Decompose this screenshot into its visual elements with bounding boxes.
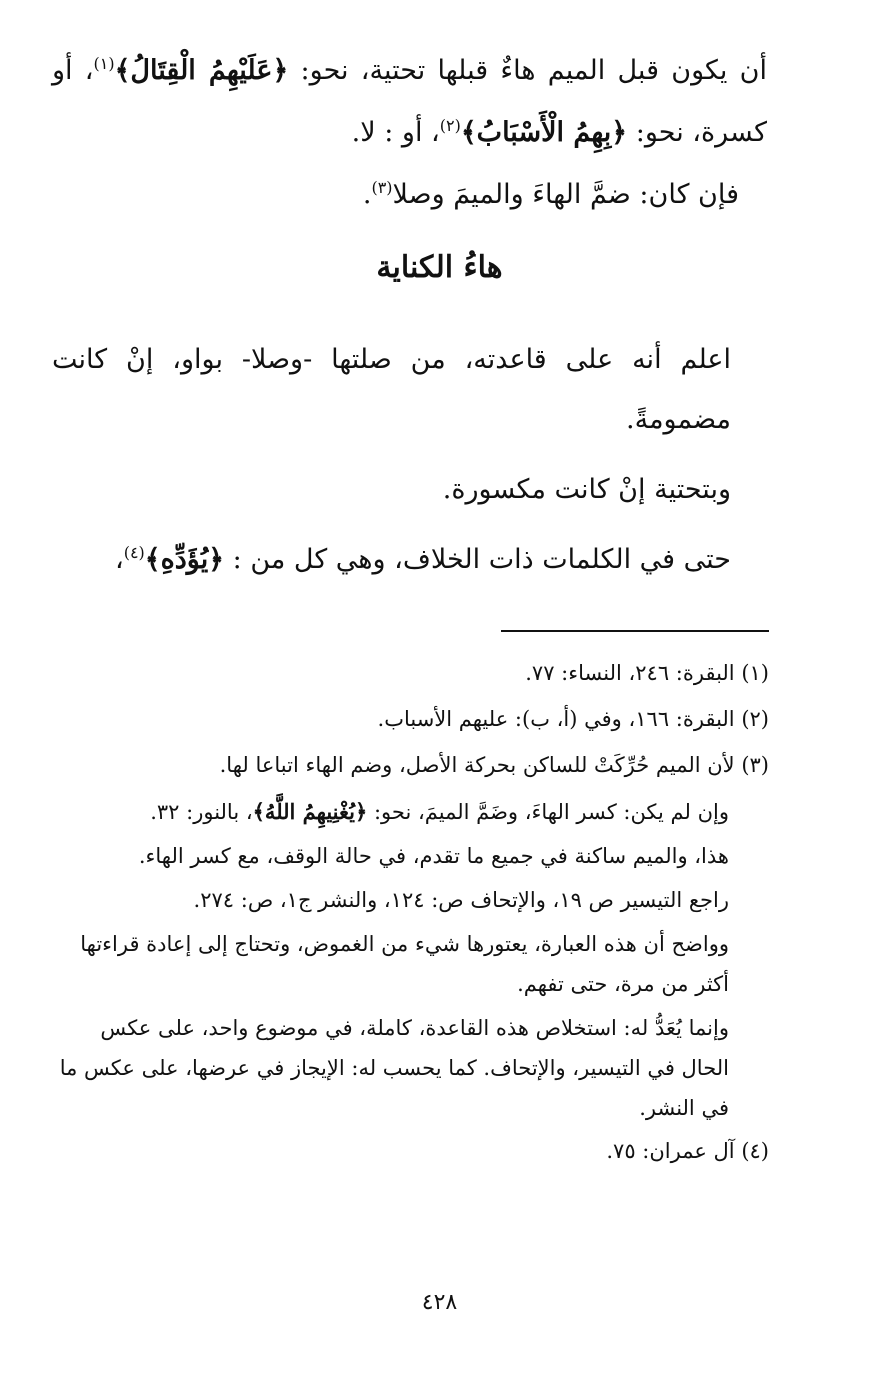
footnote-3-line-a-end: ، بالنور: ٣٢. (150, 800, 253, 824)
footnote-ref-4[interactable]: (٤) (123, 543, 145, 562)
section-paragraph-3 (52, 530, 767, 590)
paragraph-2-text: فإن كان: ضمَّ الهاءَ والميمَ وصلا (392, 179, 739, 210)
top-paragraphs (52, 40, 767, 226)
quran-quote: ﴿يُغْنِيهِمُ اللَّهُ﴾ (252, 799, 368, 824)
paragraph-2 (52, 164, 767, 226)
section-body (52, 330, 767, 590)
footnote-ref-2[interactable]: (٢) (439, 116, 461, 135)
paragraph-1 (52, 40, 767, 164)
footnote-3-line-e: وإنما يُعَدُّ له: استخلاص هذه القاعدة، كاملة، في موضوع واحد، على عكس الحال في التيسير، والإتحاف. كما يحسب له: الإيجاز في عرضها، على عكس ما في النشر. (59, 1016, 729, 1120)
footnote-3-line-d: وواضح أن هذه العبارة، يعتورها شيء من الغموض، وتحتاج إلى إعادة قراءتها أكثر من مرة، حتى تفهم. (80, 932, 729, 996)
footnote-3-line-c: راجع التيسير ص ١٩، والإتحاف ص: ١٢٤، والنشر ج١، ص: ٢٧٤. (193, 888, 729, 912)
section-paragraph-1: اعلم أنه على قاعدته، من صلتها -وصلا- بواو، إنْ كانت مضمومةً. (52, 344, 731, 435)
footnote-2: (٢) البقرة: ١٦٦، وفي (أ، ب): عليهم الأسباب. (377, 707, 769, 731)
section-heading: هاءُ الكناية (376, 250, 503, 285)
footnotes (52, 650, 769, 1174)
footnote-3-line-b: هذا، والميم ساكنة في جميع ما تقدم، في حالة الوقف، مع كسر الهاء. (138, 844, 729, 868)
quran-quote: ﴿يُؤَدِّهِ﴾ (144, 544, 225, 575)
footnote-1: (١) البقرة: ٢٤٦، النساء: ٧٧. (525, 661, 769, 685)
quran-quote: ﴿بِهِمُ الْأَسْبَابُ﴾ (460, 117, 628, 148)
footnote-ref-3[interactable]: (٣) (371, 178, 393, 197)
footnote-3-line-a (52, 792, 769, 832)
footnote-divider (501, 630, 769, 632)
section-paragraph-2: وبتحتية إنْ كانت مكسورة. (442, 474, 731, 505)
section-paragraph-3-text: حتى في الكلمات ذات الخلاف، وهي كل من : (224, 544, 731, 575)
paragraph-1-text: أن يكون قبل الميم هاءٌ قبلها تحتية، نحو: (288, 55, 768, 86)
quran-quote: ﴿عَلَيْهِمُ الْقِتَالُ﴾ (114, 55, 289, 86)
footnote-ref-1[interactable]: (١) (93, 54, 115, 73)
paragraph-1-end: ، أو : لا. (351, 117, 440, 148)
footnote-3-line-a-text: وإن لم يكن: كسر الهاءَ، وضَمَّ الميمَ، نحو: (367, 800, 729, 824)
paragraph-1-tail: ، أو كسرة، نحو: (52, 55, 767, 148)
paragraph-2-end: . (362, 179, 372, 210)
section-paragraph-3-end: ، (114, 544, 124, 575)
footnote-3: (٣) لأن الميم حُرِّكَتْ للساكن بحركة الأصل، وضم الهاء اتباعا لها. (219, 753, 769, 777)
footnote-4: (٤) آل عمران: ٧٥. (606, 1139, 769, 1163)
page-number: ٤٢٨ (421, 1290, 458, 1315)
